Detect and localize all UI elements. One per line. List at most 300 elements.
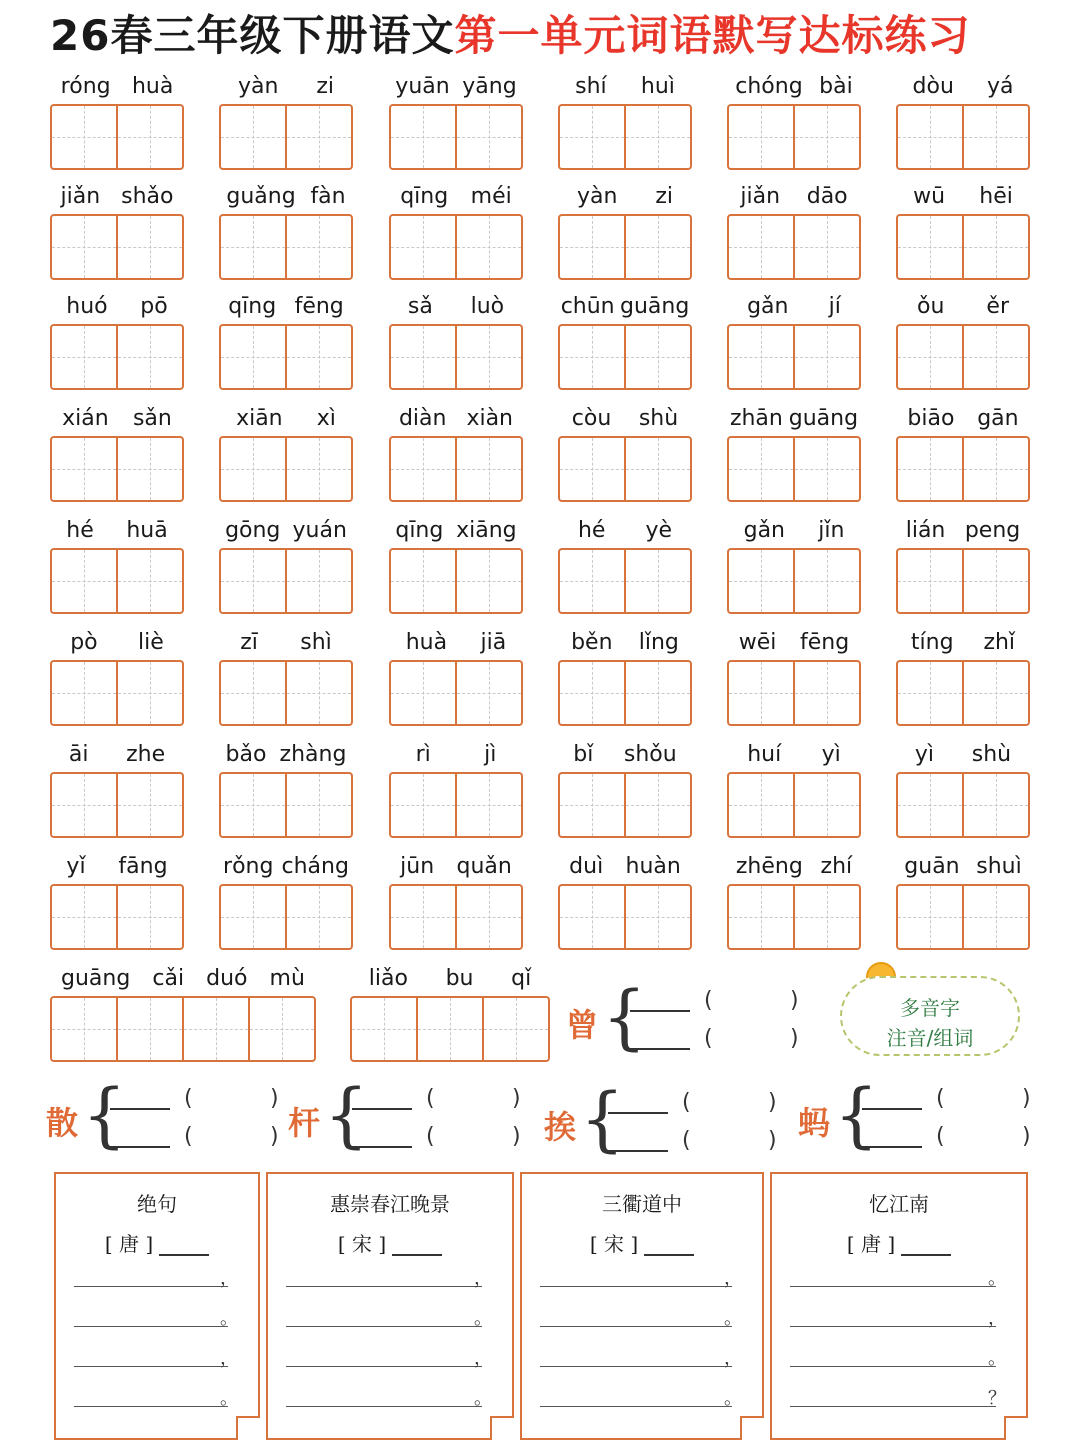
pinyin-syllable: duì	[569, 854, 604, 879]
pinyin	[219, 182, 353, 212]
writing-square[interactable]	[455, 886, 521, 948]
writing-square[interactable]	[455, 774, 521, 836]
writing-square[interactable]	[221, 216, 285, 278]
pinyin	[389, 404, 523, 434]
writing-box[interactable]	[219, 214, 353, 280]
writing-square[interactable]	[221, 550, 285, 612]
writing-square[interactable]	[898, 438, 962, 500]
brace: {	[580, 1078, 625, 1160]
writing-box[interactable]	[896, 884, 1030, 950]
pinyin-syllable: dòu	[912, 74, 954, 99]
writing-square[interactable]	[624, 886, 690, 948]
poem-line[interactable]	[286, 1406, 482, 1407]
writing-square[interactable]	[962, 550, 1028, 612]
punctuation: 。	[474, 1388, 492, 1409]
pinyin-syllable: wū	[913, 184, 946, 209]
writing-box[interactable]	[896, 548, 1030, 614]
writing-square[interactable]	[962, 216, 1028, 278]
writing-square[interactable]	[52, 216, 116, 278]
poem-line[interactable]	[286, 1286, 482, 1287]
writing-box[interactable]	[558, 548, 692, 614]
writing-square[interactable]	[285, 662, 351, 724]
writing-box[interactable]	[219, 436, 353, 502]
pinyin-syllable: zhēng	[735, 854, 803, 879]
writing-square[interactable]	[962, 438, 1028, 500]
pinyin-syllable: zi	[316, 74, 335, 99]
pinyin	[219, 404, 353, 434]
writing-square[interactable]	[962, 774, 1028, 836]
pinyin	[727, 404, 861, 434]
punctuation: 。	[724, 1308, 742, 1329]
writing-square[interactable]	[898, 886, 962, 948]
pinyin-syllable: guāng	[620, 294, 690, 319]
pinyin	[558, 292, 692, 322]
writing-box[interactable]	[389, 104, 523, 170]
pinyin-syllable: xiān	[236, 406, 283, 431]
pinyin	[727, 292, 861, 322]
writing-square[interactable]	[285, 326, 351, 388]
writing-box[interactable]	[219, 660, 353, 726]
writing-box[interactable]	[50, 996, 316, 1062]
author-blank[interactable]	[159, 1236, 209, 1256]
writing-square[interactable]	[221, 886, 285, 948]
writing-square[interactable]	[898, 550, 962, 612]
pinyin-syllable: cháng	[281, 854, 349, 879]
writing-box[interactable]	[558, 436, 692, 502]
pinyin-syllable: shì	[300, 630, 332, 655]
writing-square[interactable]	[116, 326, 182, 388]
writing-square[interactable]	[560, 438, 624, 500]
answer-blank[interactable]	[862, 1146, 922, 1148]
polyphone-char: 曾	[566, 1006, 599, 1044]
writing-square[interactable]	[455, 106, 521, 168]
writing-square[interactable]	[560, 774, 624, 836]
pinyin	[389, 182, 523, 212]
poem-line[interactable]	[74, 1286, 228, 1287]
writing-box[interactable]	[727, 884, 861, 950]
writing-box[interactable]	[896, 660, 1030, 726]
pinyin-syllable: diàn	[398, 406, 447, 431]
pinyin	[389, 628, 523, 658]
writing-square[interactable]	[221, 106, 285, 168]
writing-square[interactable]	[560, 216, 624, 278]
writing-square[interactable]	[116, 550, 182, 612]
pinyin-syllable: guāng	[788, 406, 859, 431]
writing-square[interactable]	[898, 106, 962, 168]
writing-square[interactable]	[391, 774, 455, 836]
writing-square[interactable]	[391, 662, 455, 724]
pinyin	[727, 182, 861, 212]
writing-square[interactable]	[729, 438, 793, 500]
poem-line[interactable]	[790, 1406, 996, 1407]
close-paren: )	[790, 988, 799, 1013]
writing-square[interactable]	[624, 438, 690, 500]
pinyin-syllable: gǎn	[747, 294, 789, 319]
answer-blank[interactable]	[862, 1108, 922, 1110]
brace: {	[602, 976, 647, 1058]
writing-square[interactable]	[285, 438, 351, 500]
pinyin-syllable: chūn	[560, 294, 615, 319]
writing-box[interactable]	[727, 772, 861, 838]
writing-square[interactable]	[116, 438, 182, 500]
writing-square[interactable]	[391, 438, 455, 500]
writing-square[interactable]	[455, 662, 521, 724]
writing-square[interactable]	[793, 550, 859, 612]
punctuation: ，	[474, 1348, 492, 1369]
writing-box[interactable]	[350, 996, 550, 1062]
pinyin-syllable: yì	[821, 742, 841, 767]
writing-box[interactable]	[219, 324, 353, 390]
writing-box[interactable]	[219, 884, 353, 950]
answer-blank[interactable]	[110, 1146, 170, 1148]
writing-box[interactable]	[727, 436, 861, 502]
pinyin-syllable: běn	[571, 630, 613, 655]
writing-square[interactable]	[793, 326, 859, 388]
writing-box[interactable]	[558, 884, 692, 950]
pinyin	[50, 964, 316, 994]
writing-box[interactable]	[896, 214, 1030, 280]
writing-box[interactable]	[50, 214, 184, 280]
poem-line[interactable]	[74, 1406, 228, 1407]
pinyin-syllable: jiǎn	[60, 184, 101, 209]
pinyin-syllable: fēng	[800, 630, 850, 655]
writing-square[interactable]	[560, 550, 624, 612]
polyphone-cloud	[840, 976, 1020, 1056]
pinyin-syllable: ěr	[986, 294, 1009, 319]
writing-square[interactable]	[391, 550, 455, 612]
writing-square[interactable]	[52, 438, 116, 500]
pinyin	[727, 852, 861, 882]
close-paren: )	[270, 1086, 279, 1111]
poem-author	[56, 1228, 258, 1257]
writing-square[interactable]	[624, 662, 690, 724]
pinyin-syllable: jì	[484, 742, 497, 767]
writing-box[interactable]	[896, 436, 1030, 502]
pinyin	[219, 628, 353, 658]
writing-square[interactable]	[391, 106, 455, 168]
pinyin	[727, 628, 861, 658]
writing-square[interactable]	[221, 438, 285, 500]
writing-box[interactable]	[50, 548, 184, 614]
pinyin-syllable: yì	[914, 742, 935, 767]
writing-box[interactable]	[50, 104, 184, 170]
writing-square[interactable]	[793, 886, 859, 948]
writing-square[interactable]	[285, 774, 351, 836]
punctuation: 。	[988, 1268, 1006, 1289]
pinyin	[727, 72, 861, 102]
brace: {	[82, 1074, 127, 1156]
pinyin	[896, 516, 1030, 546]
writing-square[interactable]	[898, 774, 962, 836]
writing-square[interactable]	[455, 438, 521, 500]
writing-square[interactable]	[729, 216, 793, 278]
writing-square[interactable]	[52, 774, 116, 836]
answer-blank[interactable]	[630, 1010, 690, 1012]
writing-box[interactable]	[727, 104, 861, 170]
writing-square[interactable]	[793, 438, 859, 500]
writing-box[interactable]	[389, 324, 523, 390]
writing-square[interactable]	[624, 106, 690, 168]
punctuation: ，	[220, 1348, 238, 1369]
pinyin-syllable: guǎng	[226, 184, 296, 209]
writing-square[interactable]	[221, 326, 285, 388]
writing-square[interactable]	[729, 550, 793, 612]
poem-line[interactable]	[540, 1366, 732, 1367]
punctuation: ，	[988, 1308, 1006, 1329]
punctuation: 。	[724, 1388, 742, 1409]
writing-box[interactable]	[727, 548, 861, 614]
pinyin-syllable: jūn	[400, 854, 435, 879]
writing-box[interactable]	[389, 436, 523, 502]
punctuation: ，	[724, 1268, 742, 1289]
writing-square[interactable]	[729, 326, 793, 388]
pinyin	[389, 292, 523, 322]
writing-box[interactable]	[727, 324, 861, 390]
answer-blank[interactable]	[352, 1108, 412, 1110]
writing-box[interactable]	[896, 104, 1030, 170]
poem-line[interactable]	[790, 1366, 996, 1367]
writing-square[interactable]	[221, 662, 285, 724]
writing-box[interactable]	[50, 884, 184, 950]
answer-blank[interactable]	[608, 1112, 668, 1114]
open-paren: (	[704, 988, 713, 1013]
close-paren: )	[1022, 1086, 1031, 1111]
poem-line[interactable]	[790, 1286, 996, 1287]
pinyin	[558, 628, 692, 658]
writing-box[interactable]	[389, 548, 523, 614]
poem-line[interactable]	[286, 1326, 482, 1327]
pinyin	[50, 72, 184, 102]
writing-box[interactable]	[727, 214, 861, 280]
writing-square[interactable]	[793, 662, 859, 724]
writing-square[interactable]	[391, 216, 455, 278]
pinyin-syllable: jǐn	[818, 518, 845, 543]
writing-box[interactable]	[50, 772, 184, 838]
writing-box[interactable]	[219, 548, 353, 614]
writing-square[interactable]	[560, 326, 624, 388]
pinyin-syllable: zhān	[729, 406, 783, 431]
pinyin-syllable: qīng	[228, 294, 277, 319]
author-blank[interactable]	[901, 1236, 951, 1256]
pinyin	[50, 516, 184, 546]
writing-box[interactable]	[558, 214, 692, 280]
answer-blank[interactable]	[110, 1108, 170, 1110]
writing-square[interactable]	[624, 216, 690, 278]
writing-square[interactable]	[285, 106, 351, 168]
author-blank[interactable]	[644, 1236, 694, 1256]
pinyin-syllable: qīng	[400, 184, 449, 209]
open-paren: (	[704, 1026, 713, 1051]
pinyin-syllable: ǒu	[917, 294, 945, 319]
pinyin-syllable: wēi	[738, 630, 777, 655]
writing-box[interactable]	[389, 884, 523, 950]
writing-square[interactable]	[391, 326, 455, 388]
poem-line[interactable]	[540, 1286, 732, 1287]
writing-square[interactable]	[52, 106, 116, 168]
writing-square[interactable]	[962, 106, 1028, 168]
writing-box[interactable]	[896, 772, 1030, 838]
poem-title: 绝句	[137, 1192, 177, 1216]
pinyin-syllable: bu	[445, 966, 474, 991]
pinyin	[50, 182, 184, 212]
writing-square[interactable]	[898, 216, 962, 278]
pinyin-syllable: yá	[986, 74, 1014, 99]
pinyin	[896, 292, 1030, 322]
writing-square[interactable]	[624, 326, 690, 388]
punctuation: 。	[220, 1308, 238, 1329]
writing-box[interactable]	[50, 436, 184, 502]
writing-square[interactable]	[352, 998, 416, 1060]
pinyin	[50, 740, 184, 770]
pinyin-syllable: shǎo	[121, 184, 174, 209]
writing-square[interactable]	[116, 216, 182, 278]
punctuation: ，	[724, 1348, 742, 1369]
pinyin-syllable: biāo	[907, 406, 955, 431]
pinyin-syllable: jiā	[480, 630, 507, 655]
poem-line[interactable]	[790, 1326, 996, 1327]
pinyin-syllable: shí	[575, 74, 607, 99]
pinyin	[389, 852, 523, 882]
pinyin-syllable: huì	[640, 74, 675, 99]
poem-author	[522, 1228, 762, 1257]
writing-box[interactable]	[50, 324, 184, 390]
pinyin-syllable: zi	[655, 184, 674, 209]
writing-square[interactable]	[793, 774, 859, 836]
pinyin	[389, 72, 523, 102]
pinyin	[558, 182, 692, 212]
writing-square[interactable]	[962, 662, 1028, 724]
writing-square[interactable]	[52, 326, 116, 388]
writing-box[interactable]	[219, 104, 353, 170]
writing-square[interactable]	[285, 886, 351, 948]
writing-square[interactable]	[248, 998, 314, 1060]
writing-square[interactable]	[52, 662, 116, 724]
pinyin-syllable: fāng	[118, 854, 168, 879]
writing-square[interactable]	[962, 886, 1028, 948]
pinyin	[727, 740, 861, 770]
pinyin-syllable: yàn	[237, 74, 279, 99]
poem-card	[520, 1172, 764, 1440]
writing-square[interactable]	[416, 998, 482, 1060]
writing-square[interactable]	[793, 216, 859, 278]
writing-square[interactable]	[624, 774, 690, 836]
polyphone-char: 散	[46, 1104, 79, 1142]
writing-square[interactable]	[116, 774, 182, 836]
writing-square[interactable]	[455, 216, 521, 278]
writing-square[interactable]	[221, 774, 285, 836]
pinyin	[219, 740, 353, 770]
answer-blank[interactable]	[608, 1150, 668, 1152]
writing-box[interactable]	[50, 660, 184, 726]
pinyin-syllable: guān	[904, 854, 960, 879]
writing-square[interactable]	[52, 550, 116, 612]
writing-box[interactable]	[389, 660, 523, 726]
writing-square[interactable]	[455, 550, 521, 612]
writing-square[interactable]	[182, 998, 248, 1060]
writing-square[interactable]	[729, 774, 793, 836]
pinyin	[896, 852, 1030, 882]
writing-box[interactable]	[558, 660, 692, 726]
poem-title: 三衢道中	[602, 1192, 682, 1216]
writing-box[interactable]	[389, 772, 523, 838]
open-paren: (	[426, 1124, 435, 1149]
pinyin-syllable: huà	[405, 630, 448, 655]
pinyin-syllable: duó	[206, 966, 248, 991]
writing-square[interactable]	[116, 998, 182, 1060]
writing-square[interactable]	[285, 216, 351, 278]
pinyin	[896, 182, 1030, 212]
pinyin-syllable: peng	[964, 518, 1021, 543]
writing-square[interactable]	[52, 886, 116, 948]
writing-box[interactable]	[558, 772, 692, 838]
author-blank[interactable]	[392, 1236, 442, 1256]
poem-line[interactable]	[540, 1406, 732, 1407]
writing-square[interactable]	[116, 662, 182, 724]
writing-square[interactable]	[560, 886, 624, 948]
open-paren: (	[682, 1090, 691, 1115]
writing-square[interactable]	[729, 662, 793, 724]
pinyin	[558, 740, 692, 770]
writing-square[interactable]	[285, 550, 351, 612]
writing-box[interactable]	[558, 324, 692, 390]
writing-box[interactable]	[558, 104, 692, 170]
pinyin-syllable: jiǎn	[740, 184, 781, 209]
writing-square[interactable]	[116, 886, 182, 948]
writing-square[interactable]	[729, 886, 793, 948]
writing-box[interactable]	[389, 214, 523, 280]
pinyin	[558, 404, 692, 434]
writing-square[interactable]	[962, 326, 1028, 388]
writing-square[interactable]	[898, 326, 962, 388]
pinyin-syllable: zhí	[820, 854, 853, 879]
writing-square[interactable]	[560, 106, 624, 168]
pinyin-syllable: lián	[905, 518, 946, 543]
polyphone-char: 挨	[544, 1108, 577, 1146]
writing-box[interactable]	[219, 772, 353, 838]
pinyin	[219, 516, 353, 546]
writing-square[interactable]	[455, 326, 521, 388]
poem-dynasty: [ 唐 ]	[846, 1232, 896, 1256]
writing-square[interactable]	[391, 886, 455, 948]
writing-box[interactable]	[896, 324, 1030, 390]
close-paren: )	[768, 1128, 777, 1153]
answer-blank[interactable]	[630, 1048, 690, 1050]
writing-square[interactable]	[729, 106, 793, 168]
writing-square[interactable]	[560, 662, 624, 724]
poem-line[interactable]	[286, 1366, 482, 1367]
title-part1: 26春三年级下册语文	[50, 11, 455, 60]
poem-line[interactable]	[74, 1326, 228, 1327]
pinyin-syllable: pò	[70, 630, 98, 655]
open-paren: (	[936, 1086, 945, 1111]
poem-line[interactable]	[540, 1326, 732, 1327]
writing-square[interactable]	[52, 998, 116, 1060]
writing-square[interactable]	[793, 106, 859, 168]
writing-square[interactable]	[624, 550, 690, 612]
writing-square[interactable]	[116, 106, 182, 168]
pinyin	[350, 964, 550, 994]
poem-card	[54, 1172, 260, 1440]
answer-blank[interactable]	[352, 1146, 412, 1148]
writing-box[interactable]	[727, 660, 861, 726]
writing-square[interactable]	[482, 998, 548, 1060]
poem-line[interactable]	[74, 1366, 228, 1367]
page-fold	[236, 1416, 260, 1440]
punctuation: 。	[220, 1388, 238, 1409]
writing-square[interactable]	[898, 662, 962, 724]
pinyin-syllable: yè	[645, 518, 672, 543]
polyphone-char: 杆	[288, 1104, 321, 1142]
